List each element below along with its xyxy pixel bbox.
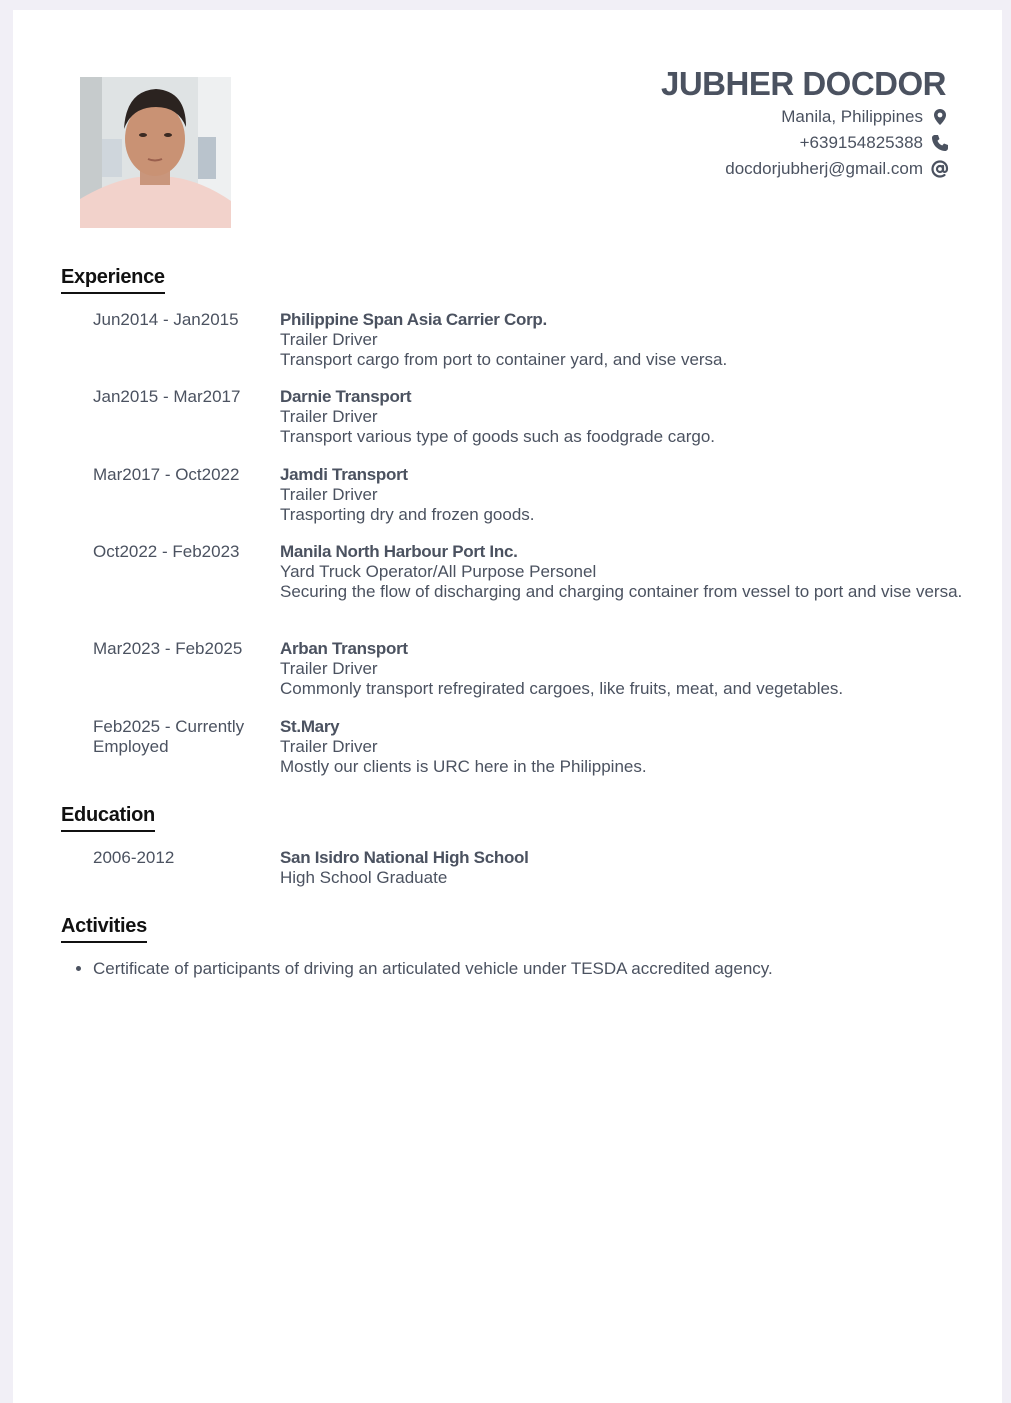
entry-organization: Jamdi Transport	[280, 465, 408, 484]
activities-list	[75, 958, 773, 980]
email-line	[661, 156, 949, 182]
resume-page	[13, 10, 1002, 1403]
entry-role: Trailer Driver	[280, 737, 378, 756]
map-pin-icon	[931, 108, 949, 126]
education-heading: Education	[61, 804, 155, 832]
entry-date: Jun2014 - Jan2015	[93, 310, 239, 329]
phone-line	[661, 130, 949, 156]
entry-date: Oct2022 - Feb2023	[93, 542, 240, 561]
entry-date: Mar2023 - Feb2025	[93, 639, 243, 658]
entry-description: Securing the flow of discharging and charging container from vessel to port and vise versa.	[280, 582, 963, 601]
entry-role: Trailer Driver	[280, 407, 378, 426]
location-line	[661, 104, 949, 130]
experience-entry	[93, 717, 973, 777]
phone-icon	[931, 134, 949, 152]
entry-description: Transport cargo from port to container yard, and vise versa.	[280, 350, 728, 369]
entry-organization: Arban Transport	[280, 639, 408, 658]
entry-role: Trailer Driver	[280, 330, 378, 349]
email-text: docdorjubherj@gmail.com	[725, 159, 923, 178]
experience-entry	[93, 387, 973, 447]
entry-description: Mostly our clients is URC here in the Philippines.	[280, 757, 647, 776]
list-item: • Certificate of participants of driving an articulated vehicle under TESDA accredited agency.	[93, 958, 773, 980]
experience-heading: Experience	[61, 266, 165, 294]
experience-entry	[93, 310, 973, 370]
experience-entry	[93, 542, 973, 602]
entry-date: 2006-2012	[93, 848, 175, 867]
phone-text: +639154825388	[799, 133, 923, 152]
entry-date: Jan2015 - Mar2017	[93, 387, 241, 406]
education-entry	[93, 848, 973, 888]
activities-heading: Activities	[61, 915, 147, 943]
entry-role: Yard Truck Operator/All Purpose Personel	[280, 562, 597, 581]
at-sign-icon	[931, 160, 949, 178]
entry-description: Commonly transport refregirated cargoes, like fruits, meat, and vegetables.	[280, 679, 844, 698]
entry-description: Transport various type of goods such as foodgrade cargo.	[280, 427, 716, 446]
entry-date: Feb2025 - Currently Employed	[93, 717, 245, 756]
profile-photo	[80, 77, 231, 228]
entry-organization: Philippine Span Asia Carrier Corp.	[280, 310, 547, 329]
entry-organization: San Isidro National High School	[280, 848, 529, 867]
entry-role: High School Graduate	[280, 868, 448, 887]
contact-header	[661, 64, 949, 182]
entry-description: Trasporting dry and frozen goods.	[280, 505, 535, 524]
entry-organization: St.Mary	[280, 717, 340, 736]
experience-entry	[93, 639, 973, 699]
candidate-name: JUBHER DOCDOR	[660, 65, 946, 102]
entry-date: Mar2017 - Oct2022	[93, 465, 240, 484]
location-text: Manila, Philippines	[781, 107, 923, 126]
entry-role: Trailer Driver	[280, 659, 378, 678]
experience-entry	[93, 465, 973, 525]
entry-role: Trailer Driver	[280, 485, 378, 504]
entry-organization: Darnie Transport	[280, 387, 412, 406]
entry-organization: Manila North Harbour Port Inc.	[280, 542, 518, 561]
